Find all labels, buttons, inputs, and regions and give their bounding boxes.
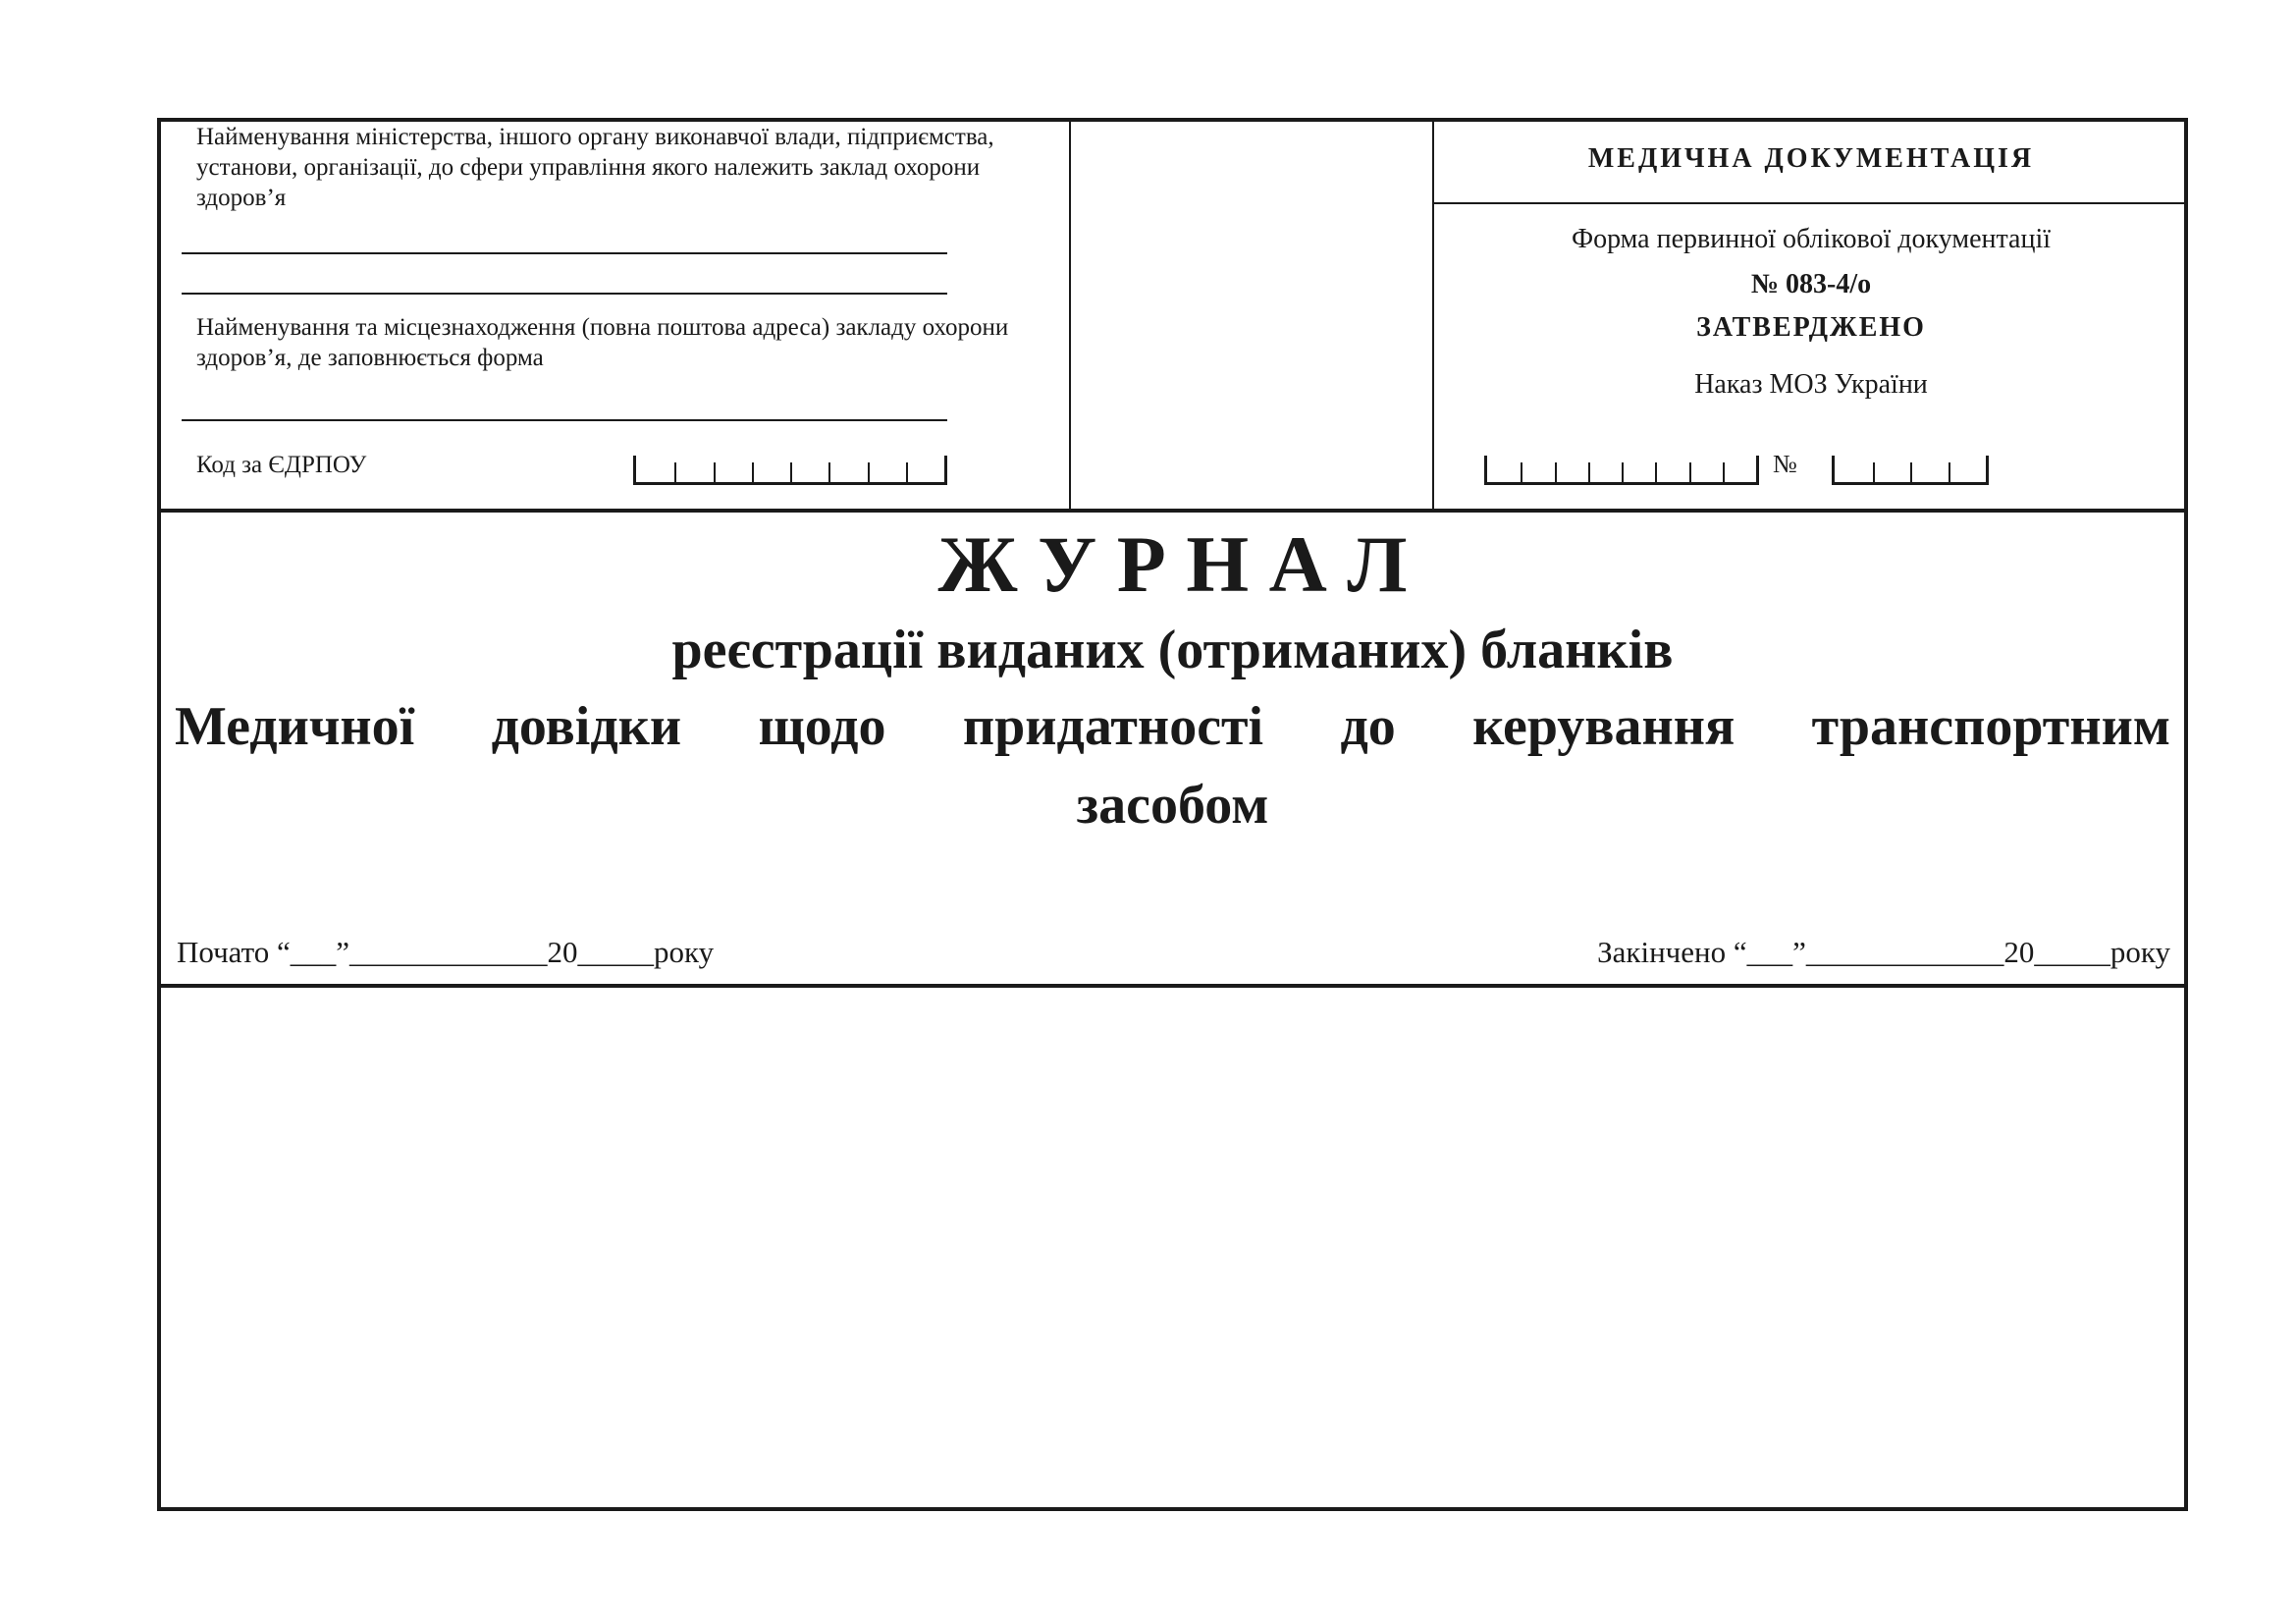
form-line: Форма первинної облікової документації <box>1571 224 2052 254</box>
ministry-line-1 <box>182 252 947 254</box>
box-divider <box>1910 462 1912 482</box>
facility-label: Найменування та місцезнаходження (повна поштова адреса) закладу охорони здоров’я, де заповнюється форма <box>196 314 1009 371</box>
order-number-sign: № <box>1773 450 1797 478</box>
blank-area <box>161 988 2184 1507</box>
box-divider <box>868 462 870 482</box>
facility-line <box>182 419 947 421</box>
journal-title: Ж У Р Н А Л <box>937 519 1408 609</box>
finished-date-field[interactable]: Закінчено “___”_____________20_____року <box>1597 935 2170 969</box>
header-divider-1 <box>1069 118 1071 511</box>
started-date-field[interactable]: Почато “___”_____________20_____року <box>177 935 715 969</box>
approved-label: ЗАТВЕРДЖЕНО <box>1696 312 1926 343</box>
box-divider <box>1689 462 1691 482</box>
box-divider <box>1622 462 1624 482</box>
box-divider <box>790 462 792 482</box>
form-number: № 083-4/о <box>1750 269 1872 299</box>
box-divider <box>1723 462 1725 482</box>
order-number-boxes[interactable] <box>1832 456 1989 485</box>
box-divider <box>828 462 830 482</box>
journal-subtitle-2: Медичної довідки щодо придатності до керування транспортним <box>175 696 2170 757</box>
box-divider <box>1949 462 1950 482</box>
box-divider <box>674 462 676 482</box>
header-bottom-rule <box>157 509 2188 513</box>
box-divider <box>1588 462 1590 482</box>
journal-subtitle-1: реєстрації виданих (отриманих) бланків <box>671 620 1674 680</box>
ministry-label: Найменування міністерства, іншого органу виконавчої влади, підприємства, установи, організації, до сфери управління якого належить заклад охорони здоров’я <box>196 124 994 211</box>
box-divider <box>752 462 754 482</box>
edrpou-code-boxes[interactable] <box>633 456 947 485</box>
box-divider <box>1555 462 1557 482</box>
section-title: МЕДИЧНА ДОКУМЕНТАЦІЯ <box>1587 143 2035 174</box>
edrpou-label: Код за ЄДРПОУ <box>196 452 367 478</box>
box-divider <box>906 462 908 482</box>
ministry-line-2 <box>182 293 947 295</box>
box-divider <box>714 462 716 482</box>
box-divider <box>1521 462 1522 482</box>
journal-subtitle-3: засобом <box>1076 775 1269 836</box>
box-divider <box>1873 462 1875 482</box>
order-date-boxes[interactable] <box>1484 456 1759 485</box>
order-label: Наказ МОЗ України <box>1694 369 1928 400</box>
box-divider <box>1655 462 1657 482</box>
right-header-rule <box>1432 202 2188 204</box>
